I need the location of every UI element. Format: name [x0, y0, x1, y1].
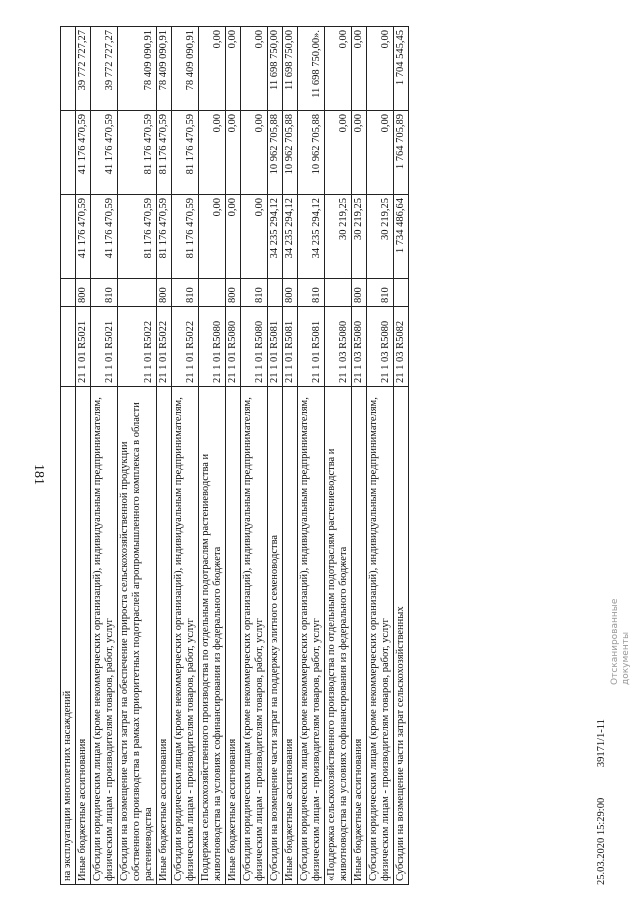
cell-amount-2: 0,00: [199, 111, 226, 195]
budget-table: [60, 26, 409, 885]
cell-amount-2: 41 176 470,59: [91, 111, 118, 195]
cell-amount-2: 1 764 705,89: [394, 111, 409, 195]
cell-amount-1: 81 176 470,59: [172, 195, 199, 279]
cell-name: Субсидии на возмещение части затрат на обеспечение прироста сельскохозяйственной продукции собственного производства в рамках приоритетных подотраслей агропромышленного комплекса в области растениеводства: [118, 387, 157, 885]
cell-amount-2: 81 176 470,59: [118, 111, 157, 195]
budget-table-body: [61, 27, 409, 885]
scan-stamp: [610, 599, 632, 685]
cell-name: Субсидии на возмещение части затрат на поддержку элитного семеноводства: [268, 387, 283, 885]
cell-type: [61, 279, 76, 307]
cell-name: «Поддержка сельскохозяйственного производства по отдельным подотраслям растениеводства и животноводства на условиях софинансирования из федерального бюджета: [325, 387, 352, 885]
table-row: [352, 27, 367, 885]
cell-amount-3: 0,00: [367, 27, 394, 111]
cell-amount-1: 30 219,25: [367, 195, 394, 279]
cell-amount-3: 78 409 090,91: [118, 27, 157, 111]
cell-type: 800: [226, 279, 241, 307]
cell-code: 21 1 01 R5080: [226, 307, 241, 387]
cell-type: 810: [241, 279, 268, 307]
cell-amount-3: 1 704 545,45: [394, 27, 409, 111]
cell-name: Субсидии юридическим лицам (кроме некоммерческих организаций), индивидуальным предпринимателям, физическим лицам - производителям товаров, работ, услуг: [91, 387, 118, 885]
cell-amount-3: 11 698 750,00: [268, 27, 283, 111]
cell-type: [199, 279, 226, 307]
cell-amount-2: 0,00: [352, 111, 367, 195]
table-row: [325, 27, 352, 885]
cell-name: Субсидии юридическим лицам (кроме некоммерческих организаций), индивидуальным предпринимателям, физическим лицам - производителям товаров, работ, услуг: [172, 387, 199, 885]
cell-amount-1: 30 219,25: [325, 195, 352, 279]
cell-type: [394, 279, 409, 307]
cell-code: 21 1 03 R5080: [367, 307, 394, 387]
cell-amount-1: 81 176 470,59: [157, 195, 172, 279]
cell-amount-2: 0,00: [367, 111, 394, 195]
cell-amount-3: [61, 27, 76, 111]
cell-amount-2: [61, 111, 76, 195]
cell-amount-1: 1 734 486,64: [394, 195, 409, 279]
cell-type: 800: [283, 279, 298, 307]
cell-amount-1: 81 176 470,59: [118, 195, 157, 279]
stamp-line-2: документы: [621, 631, 631, 685]
cell-amount-1: 34 235 294,12: [268, 195, 283, 279]
cell-code: 21 1 03 R5080: [325, 307, 352, 387]
cell-type: [268, 279, 283, 307]
footer-doc-id: 39171/1-11: [596, 719, 607, 768]
cell-name: Субсидии юридическим лицам (кроме некоммерческих организаций), индивидуальным предпринимателям, физическим лицам - производителям товаров, работ, услуг: [367, 387, 394, 885]
cell-name: на эксплуатации многолетних насаждений: [61, 387, 76, 885]
table-row: [268, 27, 283, 885]
cell-amount-3: 39 772 727,27: [91, 27, 118, 111]
cell-type: [118, 279, 157, 307]
cell-code: 21 1 03 R5082: [394, 307, 409, 387]
cell-name: Субсидии юридическим лицам (кроме некоммерческих организаций), индивидуальным предпринимателям, физическим лицам - производителям товаров, работ, услуг: [298, 387, 325, 885]
footer: [596, 691, 607, 885]
cell-code: 21 1 01 R5081: [298, 307, 325, 387]
cell-name: Иные бюджетные ассигнования: [76, 387, 91, 885]
cell-amount-2: 81 176 470,59: [172, 111, 199, 195]
cell-amount-3: 0,00: [325, 27, 352, 111]
cell-amount-3: 78 409 090,91: [157, 27, 172, 111]
footer-date: 25.03.2020 15:29:00: [596, 797, 607, 885]
cell-code: 21 1 01 R5080: [241, 307, 268, 387]
cell-code: 21 1 01 R5080: [199, 307, 226, 387]
cell-amount-2: 0,00: [226, 111, 241, 195]
cell-amount-3: 0,00: [352, 27, 367, 111]
cell-code: 21 1 01 R5081: [283, 307, 298, 387]
cell-name: Иные бюджетные ассигнования: [352, 387, 367, 885]
cell-type: 800: [352, 279, 367, 307]
cell-name: Иные бюджетные ассигнования: [283, 387, 298, 885]
cell-code: 21 1 01 R5022: [172, 307, 199, 387]
cell-amount-2: 0,00: [325, 111, 352, 195]
table-row: [394, 27, 409, 885]
cell-type: 810: [298, 279, 325, 307]
cell-code: 21 1 01 R5022: [118, 307, 157, 387]
cell-amount-1: 34 235 294,12: [298, 195, 325, 279]
cell-amount-1: [61, 195, 76, 279]
page-number: 181: [31, 464, 46, 485]
table-row: [61, 27, 76, 885]
cell-amount-2: 0,00: [241, 111, 268, 195]
table-row: [241, 27, 268, 885]
cell-amount-1: 0,00: [226, 195, 241, 279]
cell-name: Субсидии на возмещение части затрат сельскохозяйственных: [394, 387, 409, 885]
table-row: [172, 27, 199, 885]
table-row: [199, 27, 226, 885]
cell-type: 810: [91, 279, 118, 307]
cell-amount-1: 41 176 470,59: [76, 195, 91, 279]
cell-amount-1: 0,00: [241, 195, 268, 279]
cell-type: 800: [157, 279, 172, 307]
cell-amount-1: 41 176 470,59: [91, 195, 118, 279]
cell-code: 21 1 03 R5080: [352, 307, 367, 387]
cell-type: 810: [367, 279, 394, 307]
cell-name: Иные бюджетные ассигнования: [226, 387, 241, 885]
cell-amount-2: 41 176 470,59: [76, 111, 91, 195]
table-row: [157, 27, 172, 885]
cell-amount-2: 81 176 470,59: [157, 111, 172, 195]
cell-name: Поддержка сельскохозяйственного производства по отдельным подотраслям растениеводства и животноводства на условиях софинансирования из федерального бюджета: [199, 387, 226, 885]
cell-amount-1: 0,00: [199, 195, 226, 279]
table-row: [367, 27, 394, 885]
cell-type: [325, 279, 352, 307]
cell-amount-3: 11 698 750,00».: [298, 27, 325, 111]
table-row: [91, 27, 118, 885]
cell-code: 21 1 01 R5022: [157, 307, 172, 387]
cell-amount-3: 0,00: [226, 27, 241, 111]
cell-amount-1: 30 219,25: [352, 195, 367, 279]
cell-name: Субсидии юридическим лицам (кроме некоммерческих организаций), индивидуальным предпринимателям, физическим лицам - производителям товаров, работ, услуг: [241, 387, 268, 885]
cell-amount-2: 10 962 705,88: [268, 111, 283, 195]
cell-type: 800: [76, 279, 91, 307]
cell-type: 810: [172, 279, 199, 307]
cell-amount-3: 0,00: [199, 27, 226, 111]
cell-amount-3: 0,00: [241, 27, 268, 111]
cell-code: 21 1 01 R5021: [91, 307, 118, 387]
cell-code: 21 1 01 R5021: [76, 307, 91, 387]
table-row: [118, 27, 157, 885]
cell-amount-2: 10 962 705,88: [283, 111, 298, 195]
cell-code: [61, 307, 76, 387]
table-row: [298, 27, 325, 885]
table-row: [76, 27, 91, 885]
table-row: [226, 27, 241, 885]
table-row: [283, 27, 298, 885]
cell-amount-1: 34 235 294,12: [283, 195, 298, 279]
cell-amount-3: 39 772 727,27: [76, 27, 91, 111]
cell-amount-3: 11 698 750,00: [283, 27, 298, 111]
cell-amount-2: 10 962 705,88: [298, 111, 325, 195]
cell-code: 21 1 01 R5081: [268, 307, 283, 387]
cell-amount-3: 78 409 090,91: [172, 27, 199, 111]
cell-name: Иные бюджетные ассигнования: [157, 387, 172, 885]
stamp-line-1: Отсканированные: [610, 598, 620, 685]
